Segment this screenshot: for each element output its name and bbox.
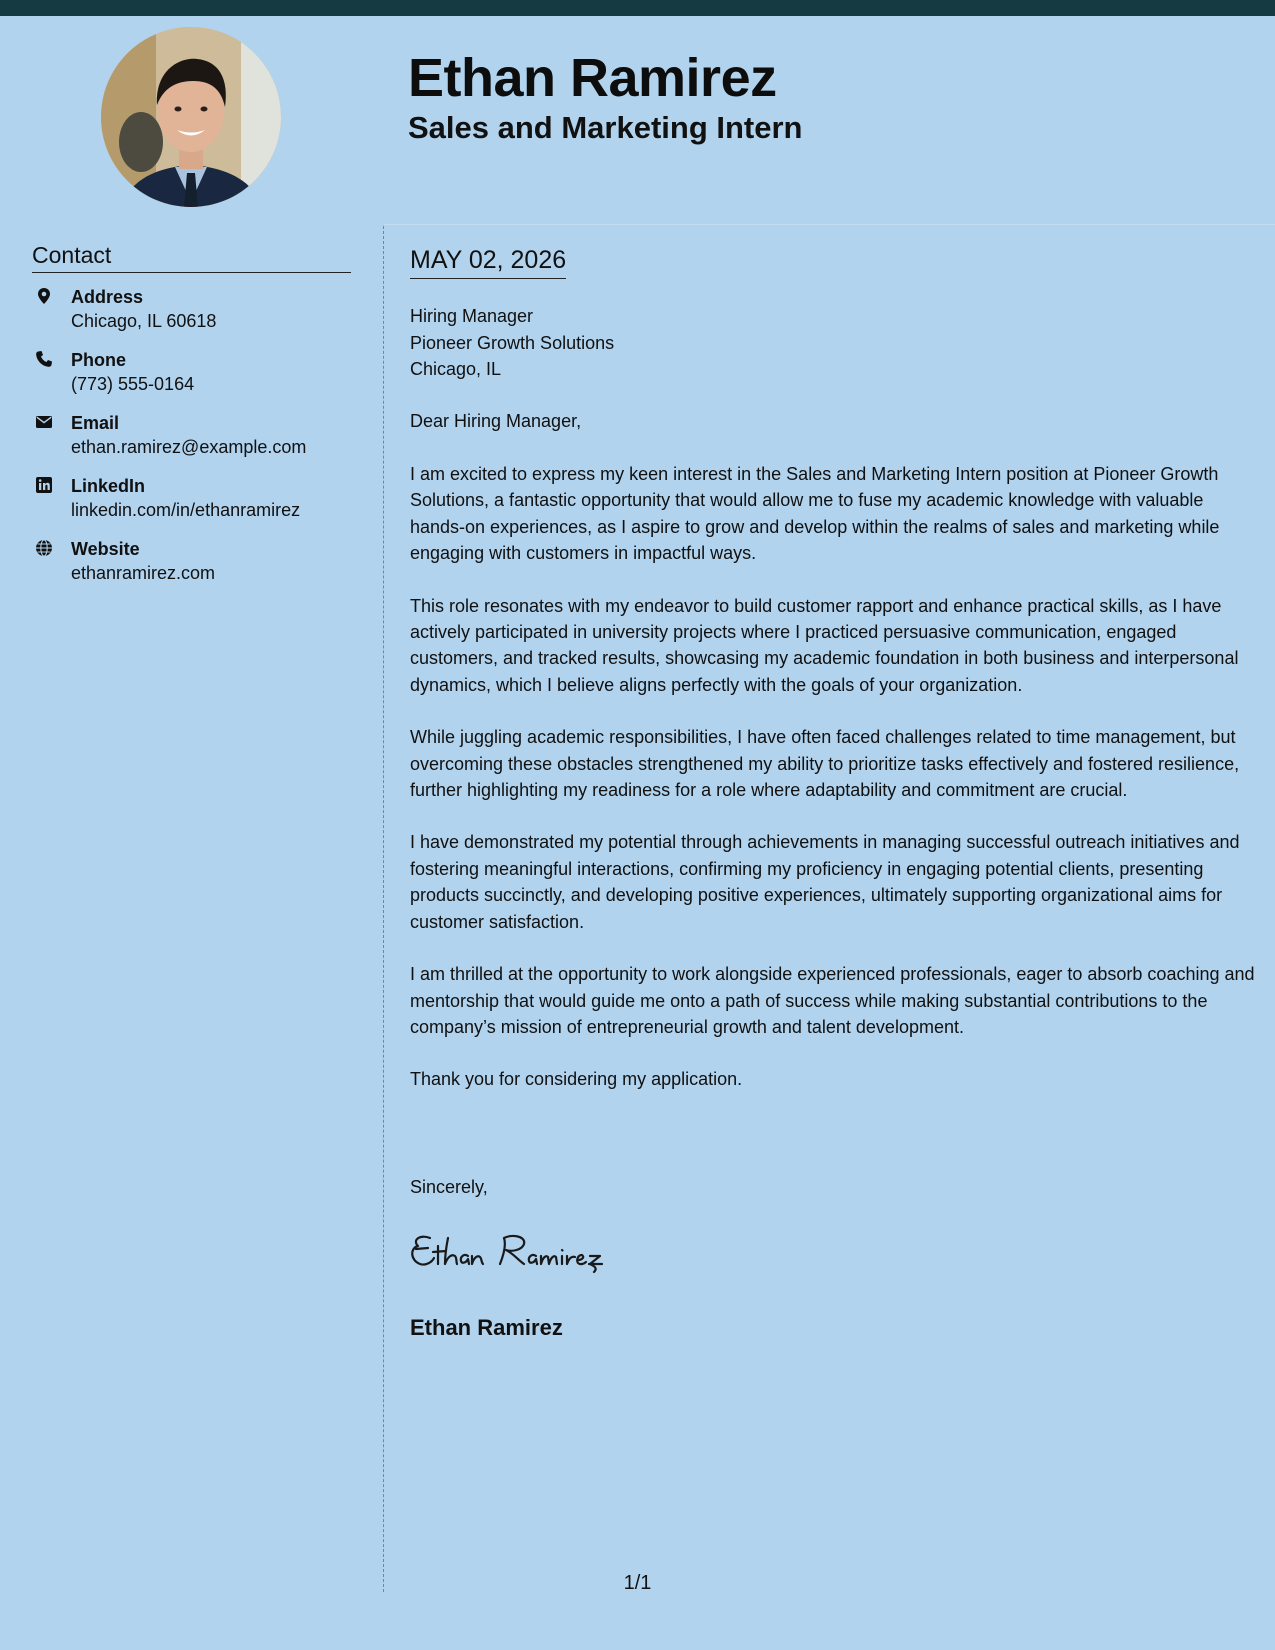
salutation: Dear Hiring Manager, — [410, 411, 582, 431]
column-divider — [383, 226, 384, 1592]
top-bar — [0, 0, 1275, 16]
contact-value: ethan.ramirez@example.com — [71, 437, 307, 457]
contact-heading: Contact — [32, 240, 351, 273]
contact-value: ethanramirez.com — [71, 563, 216, 583]
handwritten-signature — [408, 1226, 648, 1281]
contact-list — [32, 284, 362, 599]
contact-label: Website — [71, 539, 140, 559]
globe-icon — [35, 539, 53, 557]
linkedin-icon — [35, 476, 53, 494]
letter-date: MAY 02, 2026 — [410, 244, 566, 279]
contact-address — [32, 284, 362, 347]
signed-name: Ethan Ramirez — [410, 1315, 563, 1340]
email-icon — [35, 413, 53, 431]
contact-email — [32, 410, 362, 473]
contact-label: Phone — [71, 350, 127, 370]
recipient-line: Chicago, IL — [410, 359, 502, 379]
body-paragraph: I have demonstrated my potential through achievements in managing successful outreach initiatives and fostering meaningful interactions, confirming my proficiency in engaging potential clients, presenting products succinctly, and developing positive experiences, ultimately supporting organizational aims for customer satisfaction. — [410, 832, 1240, 932]
contact-phone — [32, 347, 362, 410]
contact-website — [32, 536, 362, 599]
candidate-role: Sales and Marketing Intern — [408, 110, 803, 145]
contact-label: LinkedIn — [71, 476, 146, 496]
letter-body — [410, 461, 1255, 1119]
closing: Sincerely, — [410, 1177, 488, 1197]
contact-label: Address — [71, 287, 144, 307]
contact-label: Email — [71, 413, 120, 433]
location-pin-icon — [35, 287, 53, 305]
recipient-line: Hiring Manager — [410, 306, 534, 326]
contact-value: Chicago, IL 60618 — [71, 311, 217, 331]
candidate-name: Ethan Ramirez — [408, 48, 777, 108]
body-paragraph: Thank you for considering my application. — [410, 1069, 743, 1090]
body-paragraph: I am thrilled at the opportunity to work alongside experienced professionals, eager to absorb coaching and mentorship that would guide me onto a path of success while making substantial contributions to the company’s mission of entrepreneurial growth and talent development. — [410, 964, 1255, 1037]
phone-icon — [35, 350, 53, 368]
body-paragraph: This role resonates with my endeavor to build customer rapport and enhance practical skills, as I have actively participated in university projects where I practiced persuasive communication, engaged customers, and tracked results, showcasing my academic foundation in both business and interpersonal dynamics, which I believe aligns perfectly with the goals of your organization. — [410, 595, 1239, 695]
recipient-line: Pioneer Growth Solutions — [410, 332, 615, 353]
recipient-block — [410, 303, 614, 383]
body-paragraph: While juggling academic responsibilities, I have often faced challenges related to time management, but overcoming these obstacles strengthened my ability to prioritize tasks effectively and fostered resilience, further highlighting my readiness for a role where adaptability and commitment are crucial. — [410, 727, 1240, 801]
contact-linkedin — [32, 473, 362, 536]
header-divider — [384, 224, 1275, 225]
contact-value: linkedin.com/in/ethanramirez — [71, 500, 301, 520]
profile-photo — [101, 27, 281, 207]
page-number: 1/1 — [623, 1572, 652, 1594]
contact-value: (773) 555-0164 — [71, 374, 195, 394]
body-paragraph: I am excited to express my keen interest in the Sales and Marketing Intern position at Pioneer Growth Solutions, a fantastic opportunity that would allow me to fuse my academic knowledge with valuable hands-on experiences, as I aspire to grow and develop within the realms of sales and marketing while engaging with customers in impactful ways. — [410, 464, 1220, 564]
